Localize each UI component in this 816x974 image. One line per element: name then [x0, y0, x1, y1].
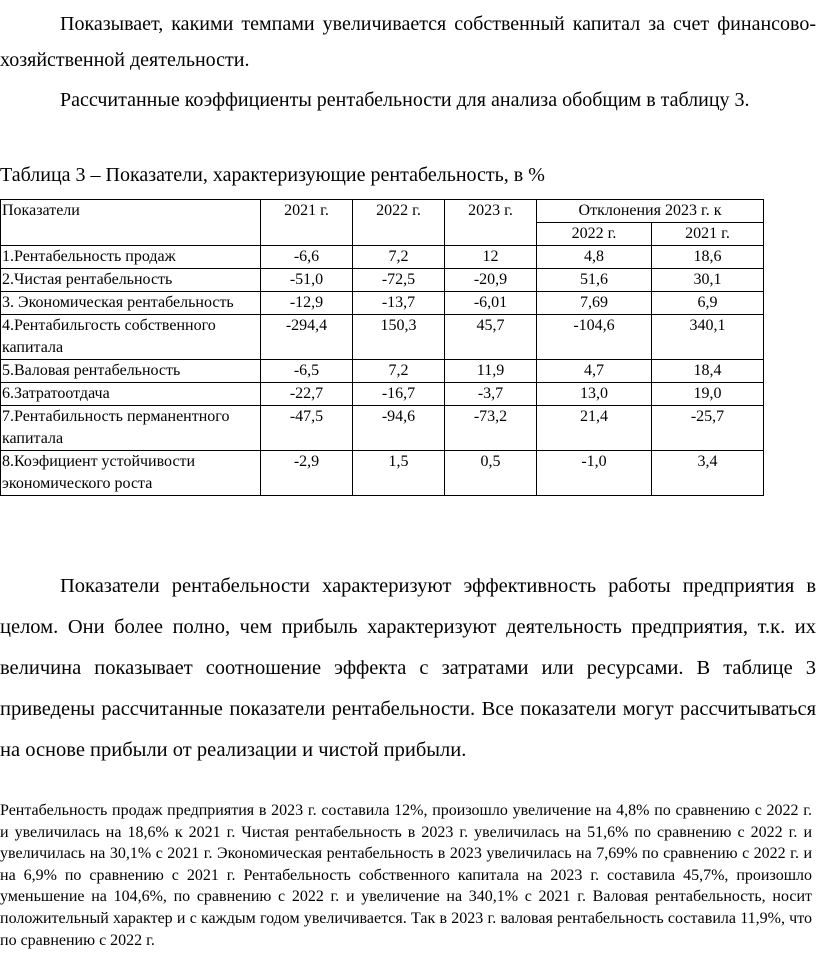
indicator-name-cell: 3. Экономическая рентабельность [1, 292, 261, 315]
indicator-name-cell: 4.Рентабильгость собственного капитала [1, 315, 261, 360]
value-cell-v2022: -13,7 [353, 292, 445, 315]
value-cell-v2022: 7,2 [353, 360, 445, 383]
value-cell-v2022: -72,5 [353, 269, 445, 292]
profitability-table [0, 199, 764, 496]
value-cell-d2021: 18,6 [652, 246, 764, 269]
value-cell-v2023: -6,01 [445, 292, 537, 315]
value-cell-v2022: 1,5 [353, 451, 445, 496]
value-cell-d2022: 51,6 [537, 269, 652, 292]
header-dev-2021: 2021 г. [652, 223, 764, 246]
table-row [1, 269, 764, 292]
header-indicators: Показатели [1, 200, 261, 246]
value-cell-d2021: 18,4 [652, 360, 764, 383]
table-row [1, 451, 764, 496]
value-cell-v2023: 0,5 [445, 451, 537, 496]
value-cell-v2021: -6,5 [261, 360, 353, 383]
table-header-row [1, 200, 764, 223]
value-cell-v2021: -22,7 [261, 383, 353, 406]
value-cell-v2022: -94,6 [353, 406, 445, 451]
indicator-name-cell: 8.Коэфициент устойчивости экономического роста [1, 451, 261, 496]
table-row [1, 315, 764, 360]
intro-paragraph-2: Рассчитанные коэффициенты рентабельности для анализа обобщим в таблицу 3. [60, 89, 750, 111]
value-cell-v2023: 11,9 [445, 360, 537, 383]
table-row [1, 383, 764, 406]
table-row [1, 406, 764, 451]
table-caption: Таблица 3 – Показатели, характеризующие рентабельность, в % [0, 164, 545, 186]
value-cell-d2022: -104,6 [537, 315, 652, 360]
indicator-name-cell: 5.Валовая рентабельность [1, 360, 261, 383]
table-row [1, 360, 764, 383]
value-cell-d2022: 4,8 [537, 246, 652, 269]
value-cell-d2021: 19,0 [652, 383, 764, 406]
value-cell-v2021: -12,9 [261, 292, 353, 315]
value-cell-v2021: -47,5 [261, 406, 353, 451]
value-cell-v2021: -2,9 [261, 451, 353, 496]
indicator-name-cell: 2.Чистая рентабельность [1, 269, 261, 292]
summary-paragraph: Рентабельность продаж предприятия в 2023 г. составила 12%, произошло увеличение на 4,8% по сравнению с 2022 г. и увеличилась на 18,6% к 2021 г. Чистая рентабельность в 2023 г. увеличилась на 51,6% по сравнению с 2022 г. и увеличилась на 30,1% с 2021 г. Экономическая рентабельность в 2023 увеличилась на 7,69% по сравнению с 2022 г. и на 6,9% по сравнению с 2021 г. Рентабельность собственного капитала на 2023 г. составила 45,7%, произошло уменьшение на 104,6%, по сравнению с 2022 г. и увеличение на 340,1% с 2021 г. Валовая рентабельность, носит положительный характер и с каждым годом увеличивается. Так в 2023 г. валовая рентабельность составила 11,9%, что по сравнению с 2022 г. [0, 802, 812, 949]
value-cell-d2021: 340,1 [652, 315, 764, 360]
value-cell-d2022: 13,0 [537, 383, 652, 406]
value-cell-d2021: -25,7 [652, 406, 764, 451]
indicator-name-cell: 6.Затратоотдача [1, 383, 261, 406]
intro-paragraph-1: Показывает, какими темпами увеличивается собственный капитал за счет финансово-хозяйственной деятельности. [0, 13, 816, 71]
value-cell-v2021: -6,6 [261, 246, 353, 269]
indicator-name-cell: 7.Рентабильность перманентного капитала [1, 406, 261, 451]
header-2022: 2022 г. [353, 200, 445, 246]
value-cell-v2023: 12 [445, 246, 537, 269]
value-cell-d2021: 3,4 [652, 451, 764, 496]
header-2023: 2023 г. [445, 200, 537, 246]
value-cell-v2022: 7,2 [353, 246, 445, 269]
header-dev-2022: 2022 г. [537, 223, 652, 246]
header-deviations: Отклонения 2023 г. к [537, 200, 764, 223]
body-paragraph-3: Показатели рентабельности характеризуют эффективность работы предприятия в целом. Они более полно, чем прибыль характеризуют деятельность предприятия, т.к. их величина показывает соотношение эффекта с затратами или ресурсами. В таблице 3 приведены рассчитанные показатели рентабельности. Все показатели могут рассчитываться на основе прибыли от реализации и чистой прибыли. [0, 575, 816, 761]
value-cell-d2021: 30,1 [652, 269, 764, 292]
value-cell-v2021: -51,0 [261, 269, 353, 292]
value-cell-d2021: 6,9 [652, 292, 764, 315]
value-cell-v2023: -20,9 [445, 269, 537, 292]
indicator-name-cell: 1.Рентабельность продаж [1, 246, 261, 269]
table-row [1, 246, 764, 269]
value-cell-d2022: 4,7 [537, 360, 652, 383]
value-cell-v2021: -294,4 [261, 315, 353, 360]
value-cell-v2023: -3,7 [445, 383, 537, 406]
value-cell-v2022: 150,3 [353, 315, 445, 360]
value-cell-v2023: 45,7 [445, 315, 537, 360]
value-cell-d2022: -1,0 [537, 451, 652, 496]
value-cell-d2022: 7,69 [537, 292, 652, 315]
value-cell-d2022: 21,4 [537, 406, 652, 451]
value-cell-v2022: -16,7 [353, 383, 445, 406]
header-2021: 2021 г. [261, 200, 353, 246]
value-cell-v2023: -73,2 [445, 406, 537, 451]
table-row [1, 292, 764, 315]
